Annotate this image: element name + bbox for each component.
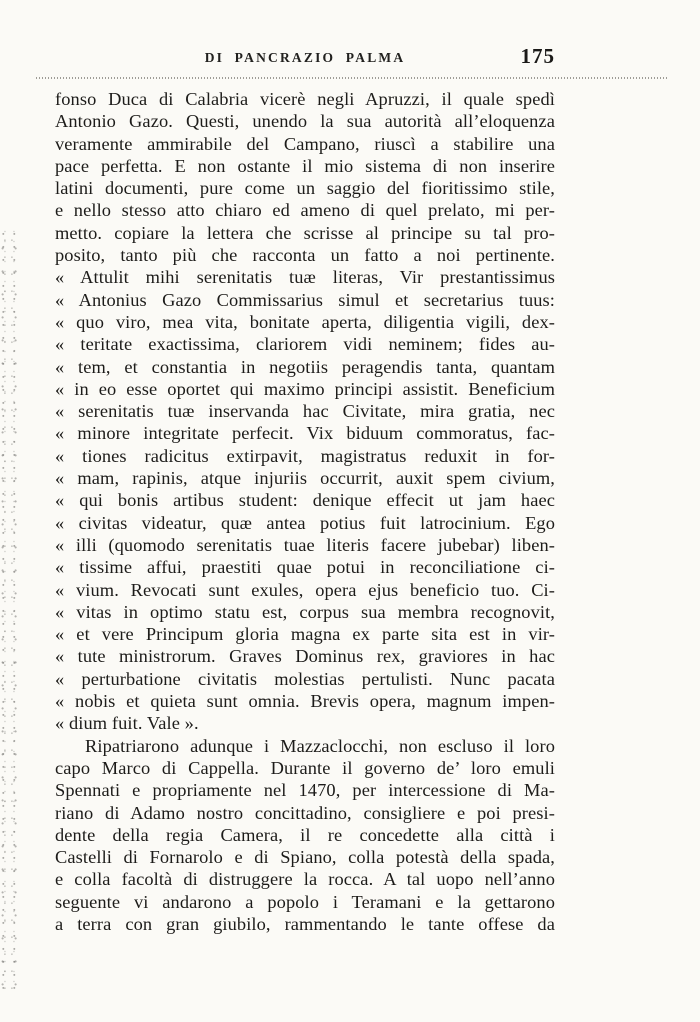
text-line: Castelli di Fornarolo e di Spiano, colla potestà della spada, [55, 847, 555, 868]
text-line: e colla facoltà di distruggere la rocca. A tal uopo nell’anno [55, 869, 555, 890]
running-title: DI PANCRAZIO PALMA [204, 50, 406, 65]
text-line: « minore integritate perfecit. Vix biduum commoratus, fac- [55, 423, 555, 444]
text-line: « qui bonis artibus student: denique effecit ut jam haec [55, 490, 555, 511]
text-line: « et vere Principum gloria magna ex parte sita est in vir- [55, 624, 555, 645]
text-line: e nello stesso atto chiaro ed ameno di quel prelato, mi per- [55, 200, 555, 221]
text-line: metto. copiare la lettera che scrisse al principe su tal pro- [55, 222, 555, 243]
text-line: « tem, et constantia in negotiis peragendis tanta, quantam [55, 356, 555, 377]
text-line: Ripatriarono adunque i Mazzaclocchi, non escluso il loro [85, 735, 555, 756]
text-line: « serenitatis tuæ inservanda hac Civitate, mira gratia, nec [55, 401, 555, 422]
text-line: « civitas videatur, quæ antea potius fuit latrocinium. Ego [55, 512, 555, 533]
page-number: 175 [520, 44, 555, 68]
text-line: Spennati e propriamente nel 1470, per intercessione di Ma- [55, 780, 555, 801]
text-line: « dium fuit. Vale ». [55, 713, 199, 734]
text-line: « quo viro, mea vita, bonitate aperta, diligentia vigili, dex- [55, 311, 555, 332]
text-line: « in eo esse oportet qui maximo principi assistit. Beneficium [55, 378, 555, 399]
text-line: pace perfetta. E non ostante il mio sistema di non inserire [55, 155, 555, 176]
text-line: posito, tanto più che racconta un fatto a noi pertinente. [55, 245, 555, 266]
text-line: « teritate exactissima, clariorem vidi neminem; fides au- [55, 334, 555, 355]
text-line: « vitas in optimo statu est, corpus sua membra recognovit, [55, 601, 555, 622]
text-line: a terra con gran giubilo, rammentando le tante offese da [55, 913, 555, 934]
dotted-rule [36, 77, 668, 79]
text-line: « tissime affui, praestiti quae potui in reconciliatione ci- [55, 557, 555, 578]
text-line: « Attulit mihi serenitatis tuæ literas, Vir prestantissimus [55, 267, 555, 288]
text-line: seguente vi andarono a popolo i Teramani e la gettarono [55, 891, 555, 912]
text-line: Antonio Gazo. Questi, unendo la sua autorità all’eloquenza [55, 111, 555, 132]
page-body [55, 88, 555, 935]
scan-noise-left [0, 230, 18, 990]
text-line: « vium. Revocati sunt exules, opera ejus beneficio tuo. Ci- [55, 579, 555, 600]
text-line: « illi (quomodo serenitatis tuae literis facere jubebar) liben- [55, 534, 555, 555]
text-line: latini documenti, pure come un saggio del fioritissimo stile, [55, 178, 555, 199]
text-line: « tute ministrorum. Graves Dominus rex, graviores in hac [55, 646, 555, 667]
text-line: riano di Adamo nostro concittadino, consigliere e poi presi- [55, 802, 555, 823]
text-line: « Antonius Gazo Commissarius simul et secretarius tuus: [55, 289, 555, 310]
text-line: « tiones radicitus extirpavit, magistratus reduxit in for- [55, 445, 555, 466]
text-line: capo Marco di Cappella. Durante il governo de’ loro emuli [55, 757, 555, 778]
text-line: dente della regia Camera, il re concedette alla città i [55, 824, 555, 845]
text-line: « mam, rapinis, atque injuriis occurrit, auxit spem civium, [55, 468, 555, 489]
text-line: veramente ammirabile del Campano, riuscì a stabilire una [55, 133, 555, 154]
text-line: fonso Duca di Calabria vicerè negli Apruzzi, il quale spedì [55, 89, 555, 109]
text-line: « nobis et quieta sunt omnia. Brevis opera, magnum impen- [55, 691, 555, 712]
text-line: « perturbatione civitatis molestias pertulisti. Nunc pacata [55, 668, 555, 689]
page-header [55, 46, 555, 72]
